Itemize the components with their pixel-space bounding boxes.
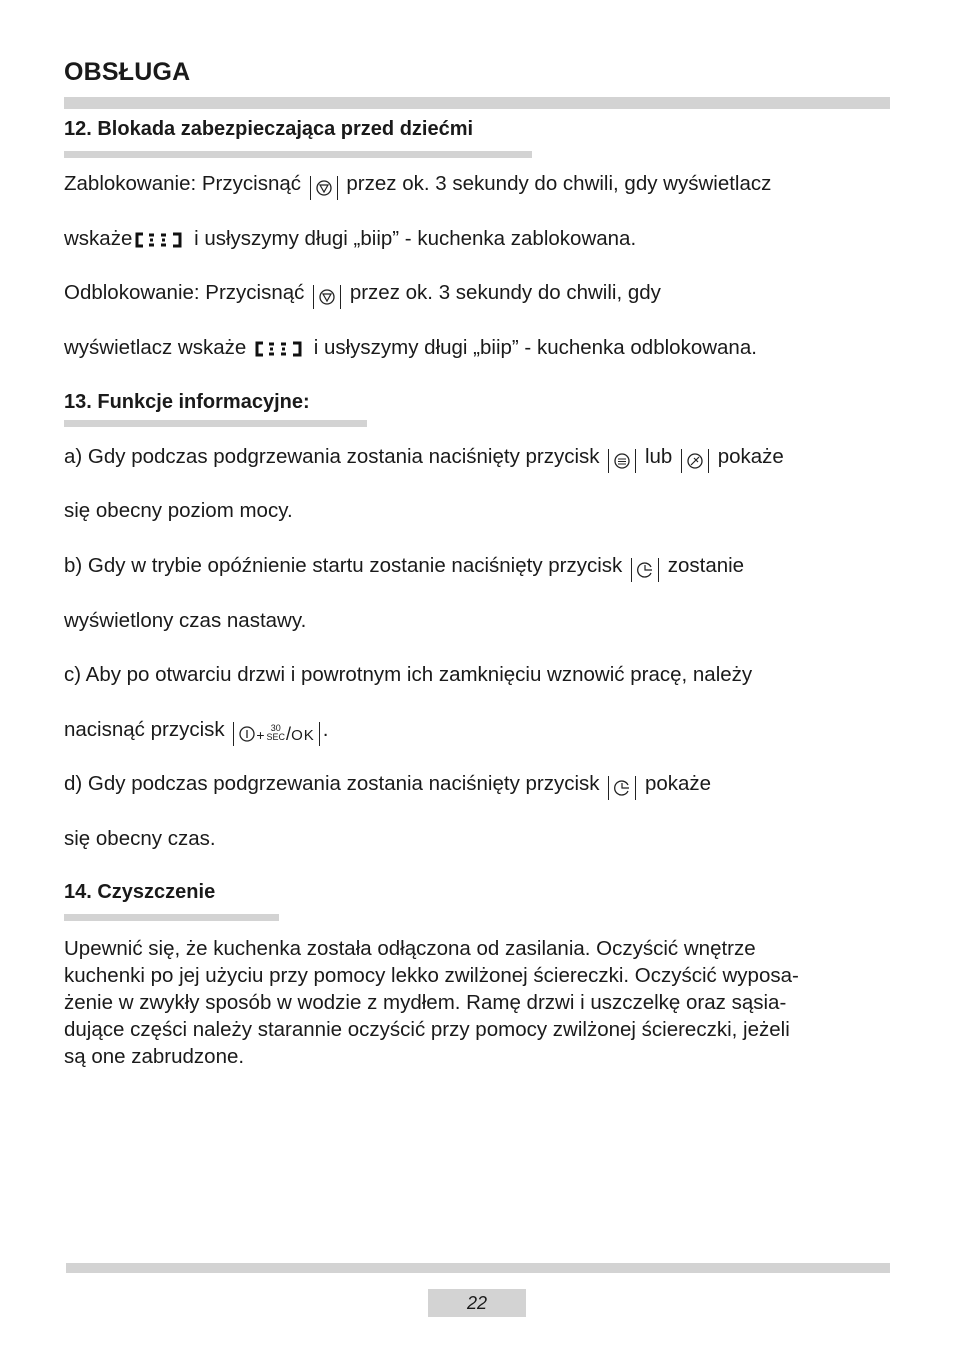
unlock-display-text-end: i usłyszymy długi „biip” - kuchenka odblokowana. (313, 336, 757, 359)
unlock-display-text-start: wyświetlacz wskaże (64, 336, 247, 359)
lock-display-text-end: i usłyszymy długi „biip” - kuchenka zablokowana. (194, 227, 637, 250)
lock-display-line (64, 227, 636, 251)
info-b-text-start: b) Gdy w trybie opóźnienie startu zostanie naciśnięty przycisk (64, 554, 623, 577)
info-a-line-2: się obecny poziom mocy. (64, 499, 293, 522)
cleaning-line: Upewnić się, że kuchenka została odłączona od zasilania. Oczyścić wnętrze (64, 937, 756, 960)
child-lock-button-2 (313, 285, 341, 309)
seven-segment-display-icon (134, 232, 186, 248)
info-a-text-end: pokaże (717, 445, 784, 468)
child-lock-button (310, 176, 338, 200)
section-12-heading: 12. Blokada zabezpieczająca przed dziećmi (64, 118, 474, 140)
page-title: OBSŁUGA (64, 58, 191, 86)
start-button-slash: / (286, 724, 292, 744)
child-lock-icon (315, 176, 333, 200)
clock-icon (613, 776, 631, 800)
start-button-ok: OK (291, 727, 315, 744)
cleaning-line: dujące części należy starannie oczyścić przy pomocy zwilżonej ściereczki, jeżeli (64, 1018, 790, 1041)
lock-line (64, 172, 771, 200)
info-d-line-2: się obecny czas. (64, 827, 216, 850)
power-level-icon (613, 449, 631, 473)
lock-text-start: Zablokowanie: Przycisnąć (64, 172, 301, 195)
info-c-text-start: nacisnąć przycisk (64, 718, 225, 741)
power-level-button (608, 449, 636, 473)
info-c-text-end: . (322, 718, 329, 741)
info-d-line (64, 772, 711, 800)
section-13-heading: 13. Funkcje informacyjne: (64, 391, 310, 413)
cleaning-paragraph (64, 935, 890, 1070)
info-d-text-start: d) Gdy podczas podgrzewania zostania naciśnięty przycisk (64, 772, 600, 795)
child-lock-icon (318, 285, 336, 309)
info-a-text-start: a) Gdy podczas podgrzewania zostania naciśnięty przycisk (64, 445, 600, 468)
section-13-underline (64, 420, 367, 427)
start-button-30: 30 (270, 723, 281, 733)
footer-rule (66, 1263, 890, 1273)
clock-button (631, 558, 659, 582)
cleaning-line: kuchenki po jej użyciu przy pomocy lekko zwilżonej ściereczki. Oczyścić wyposa- (64, 964, 799, 987)
clock-icon (636, 558, 654, 582)
header-rule (64, 97, 890, 109)
unlock-display-line (64, 336, 757, 360)
lock-display-text-start: wskaże (64, 227, 133, 250)
info-b-line-2: wyświetlony czas nastawy. (64, 609, 307, 632)
lock-text-end: przez ok. 3 sekundy do chwili, gdy wyświetlacz (346, 172, 772, 195)
unlock-text-start: Odblokowanie: Przycisnąć (64, 281, 305, 304)
start-icon (238, 722, 256, 746)
section-14-heading: 14. Czyszczenie (64, 881, 216, 903)
clock-button-2 (608, 776, 636, 800)
defrost-button (681, 449, 709, 473)
section-14-underline (64, 914, 279, 921)
info-a-line (64, 445, 784, 473)
start-button-sec: SEC (266, 732, 286, 742)
info-d-text-end: pokaże (644, 772, 712, 795)
page-number: 22 (428, 1289, 526, 1317)
info-b-line (64, 554, 744, 582)
info-b-text-end: zostanie (667, 554, 745, 577)
cleaning-line: są one zabrudzone. (64, 1045, 245, 1068)
unlock-line (64, 281, 661, 309)
info-c-line: c) Aby po otwarciu drzwi i powrotnym ich zamknięciu wznowić pracę, należy (64, 663, 753, 686)
start-button-30sec (267, 724, 286, 742)
start-button-plus: + (256, 727, 265, 743)
info-c-line-2 (64, 718, 328, 746)
info-a-text-mid: lub (644, 445, 673, 468)
start-button (233, 722, 319, 746)
weight-defrost-icon (686, 449, 704, 473)
section-12-underline (64, 151, 532, 158)
unlock-text-end: przez ok. 3 sekundy do chwili, gdy (349, 281, 661, 304)
seven-segment-display-icon (254, 341, 306, 357)
cleaning-line: żenie w zwykły sposób w wodzie z mydłem. Ramę drzwi i uszczelkę oraz sąsia- (64, 991, 787, 1014)
